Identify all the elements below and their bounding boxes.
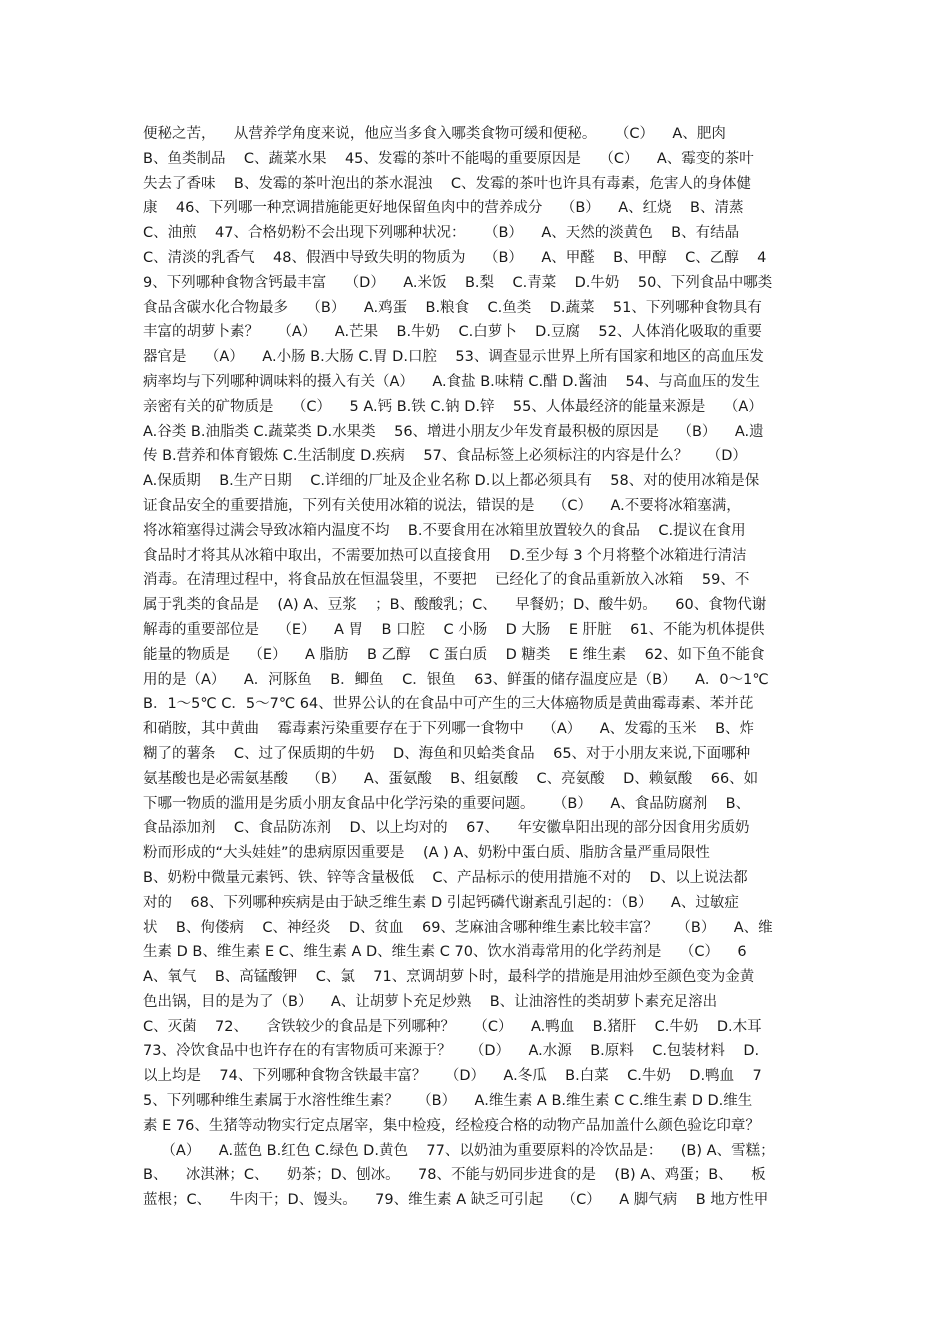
text-line: 和硝胺，其中黄曲 霉毒素污染重要存在于下列哪一食物中 （A） A、发霉的玉米 B、炸 (143, 721, 755, 738)
text-line: 亲密有关的矿物质是 （C） 5 A.钙 B.铁 C.钠 D.锌 55、人体最经济的能量来源是 （A） (143, 398, 763, 415)
text-line: 氨基酸也是必需氨基酸 （B） A、蛋氨酸 B、组氨酸 C、亮氨酸 D、赖氨酸 66、如 (143, 770, 759, 787)
text-line: A.保质期 B.生产日期 C.详细的厂址及企业名称 D.以上都必须具有 58、对的使用冰箱是保 (143, 473, 760, 490)
text-line: 能量的物质是 （E） A 脂肪 B 乙醇 C 蛋白质 D 糖类 E 维生素 62、如下鱼不能食 (143, 646, 765, 663)
text-line: 器官是 （A） A.小肠 B.大肠 C.胃 D.口腔 53、调查显示世界上所有国家和地区的高血压发 (143, 349, 764, 366)
text-line: C、油煎 47、合格奶粉不会出现下列哪种状况： （B） A、天然的淡黄色 B、有结晶 (143, 225, 740, 242)
text-line: 病率均与下列哪种调味料的摄入有关（A） A.食盐 B.味精 C.醋 D.酱油 54、与高血压的发生 (143, 373, 760, 390)
text-line: 下哪一物质的滥用是劣质小朋友食品中化学污染的重要问题。 （B） A、食品防腐剂 B、 (143, 795, 751, 812)
text-line: 糊了的薯条 C、过了保质期的牛奶 D、海鱼和贝蛤类食品 65、对于小朋友来说,下面哪种 (143, 745, 751, 762)
text-line: 9、下列哪种食物含钙最丰富 （D） A.米饭 B.梨 C.青菜 D.牛奶 50、下列食品中哪类 (143, 274, 773, 291)
text-line: 食品时才将其从冰箱中取出，不需要加热可以直接食用 D.至少每 3 个月将整个冰箱进行清洁 (143, 547, 747, 564)
text-line: 用的是（A） A．河豚鱼 B．鲫鱼 C．银鱼 63、鲜蛋的储存温度应是（B） A．0～1℃ (143, 671, 769, 688)
text-line: B、 冰淇淋；C、 奶茶；D、刨冰。 78、不能与奶同步进食的是 (B) A、鸡蛋；B、 板 (143, 1167, 766, 1184)
text-line: 73、冷饮食品中也许存在的有害物质可来源于？ （D） A.水源 B.原料 C.包装材料 D. (143, 1043, 760, 1060)
document-body (143, 122, 811, 1213)
text-line: 传 B.营养和体育锻炼 C.生活制度 D.疾病 57、食品标签上必须标注的内容是什么？ （D） (143, 448, 747, 465)
text-line: 便秘之苦， 从营养学角度来说，他应当多食入哪类食物可缓和便秘。 （C） A、肥肉 (143, 126, 726, 142)
text-line: 食品含碳水化合物最多 （B） A.鸡蛋 B.粮食 C.鱼类 D.蔬菜 51、下列哪种食物具有 (143, 299, 762, 316)
text-line: （A） A.蓝色 B.红色 C.绿色 D.黄色 77、以奶油为重要原料的冷饮品是： (B) A、雪糕； (143, 1142, 775, 1159)
text-line: A、氧气 B、高锰酸钾 C、氯 71、烹调胡萝卜时，最科学的措施是用油炒至颜色变为金黄 (143, 969, 755, 986)
text-line: 生素 D B、维生素 E C、维生素 A D、维生素 C 70、饮水消毒常用的化学药剂是 （C） 6 (143, 944, 747, 961)
text-line: 食品添加剂 C、食品防冻剂 D、以上均对的 67、 年安徽阜阳出现的部分因食用劣质奶 (143, 820, 750, 837)
text-line: 解毒的重要部位是 （E） A 胃 B 口腔 C 小肠 D 大肠 E 肝脏 61、不能为机体提供 (143, 621, 765, 638)
text-line: 5、下列哪种维生素属于水溶性维生素？ （B） A.维生素 A B.维生素 C C.维生素 D D.维生 (143, 1093, 753, 1110)
text-line: B．1～5℃ C．5～7℃ 64、世界公认的在食品中可产生的三大体癌物质是黄曲霉毒素、苯并芘 (143, 696, 754, 713)
text-line: 色出锅，目的是为了（B） A、让胡萝卜充足炒熟 B、让油溶性的类胡萝卜素充足溶出 (143, 993, 718, 1010)
text-line: B、奶粉中微量元素钙、铁、锌等含量极低 C、产品标示的使用措施不对的 D、以上说法都 (143, 869, 748, 886)
text-line: 丰富的胡萝卜素？ （A） A.芒果 B.牛奶 C.白萝卜 D.豆腐 52、人体消化吸取的重要 (143, 324, 762, 341)
text-line: 对的 68、下列哪种疾病是由于缺乏维生素 D 引起钙磷代谢紊乱引起的：（B） A、过敏症 (143, 894, 739, 911)
text-line: 蓝根；C、 牛肉干；D、馒头。 79、维生素 A 缺乏可引起 （C） A 脚气病 B 地方性甲 (143, 1192, 769, 1209)
text-line: 素 E 76、生猪等动物实行定点屠宰，集中检疫，经检疫合格的动物产品加盖什么颜色验讫印章？ (143, 1117, 760, 1134)
text-line: A.谷类 B.油脂类 C.蔬菜类 D.水果类 56、增进小朋友少年发育最积极的原因是 （B） A.遗 (143, 423, 764, 440)
text-line: 以上均是 74、下列哪种食物含铁最丰富？ （D） A.冬瓜 B.白菜 C.牛奶 D.鸭血 7 (143, 1068, 762, 1085)
text-line: C、清淡的乳香气 48、假酒中导致失明的物质为 （B） A、甲醛 B、甲醇 C、乙醇 4 (143, 249, 767, 266)
text-line: C、灭菌 72、 含铁较少的食品是下列哪种？ （C） A.鸭血 B.猪肝 C.牛奶 D.木耳 (143, 1018, 762, 1035)
text-line: 失去了香味 B、发霉的茶叶泡出的茶水混浊 C、发霉的茶叶也许具有毒素，危害人的身体健 (143, 175, 751, 192)
text-line: B、鱼类制品 C、蔬菜水果 45、发霉的茶叶不能喝的重要原因是 （C） A、霉变的茶叶 (143, 150, 754, 167)
text-line: 消毒。在清理过程中，将食品放在恒温袋里，不要把 已经化了的食品重新放入冰箱 59、不 (143, 572, 750, 589)
text-line: 属于乳类的食品是 (A) A、豆浆 ；B、酸酸乳；C、 早餐奶；D、酸牛奶。 60、食物代谢 (143, 597, 767, 614)
text-line: 状 B、佝偻病 C、神经炎 D、贫血 69、芝麻油含哪种维生素比较丰富？ （B） A、维 (143, 919, 773, 936)
text-line: 证食品安全的重要措施，下列有关使用冰箱的说法，错误的是 （C） A.不要将冰箱塞满， (143, 497, 741, 514)
text-line: 粉而形成的“大头娃娃”的患病原因重要是 (A ) A、奶粉中蛋白质、脂肪含量严重局限性 (143, 845, 710, 862)
text-line: 将冰箱塞得过满会导致冰箱内温度不均 B.不要食用在冰箱里放置较久的食品 C.提议在食用 (143, 522, 746, 539)
text-line: 康 46、下列哪一种烹调措施能更好地保留鱼肉中的营养成分 （B） A、红烧 B、清蒸 (143, 200, 744, 217)
